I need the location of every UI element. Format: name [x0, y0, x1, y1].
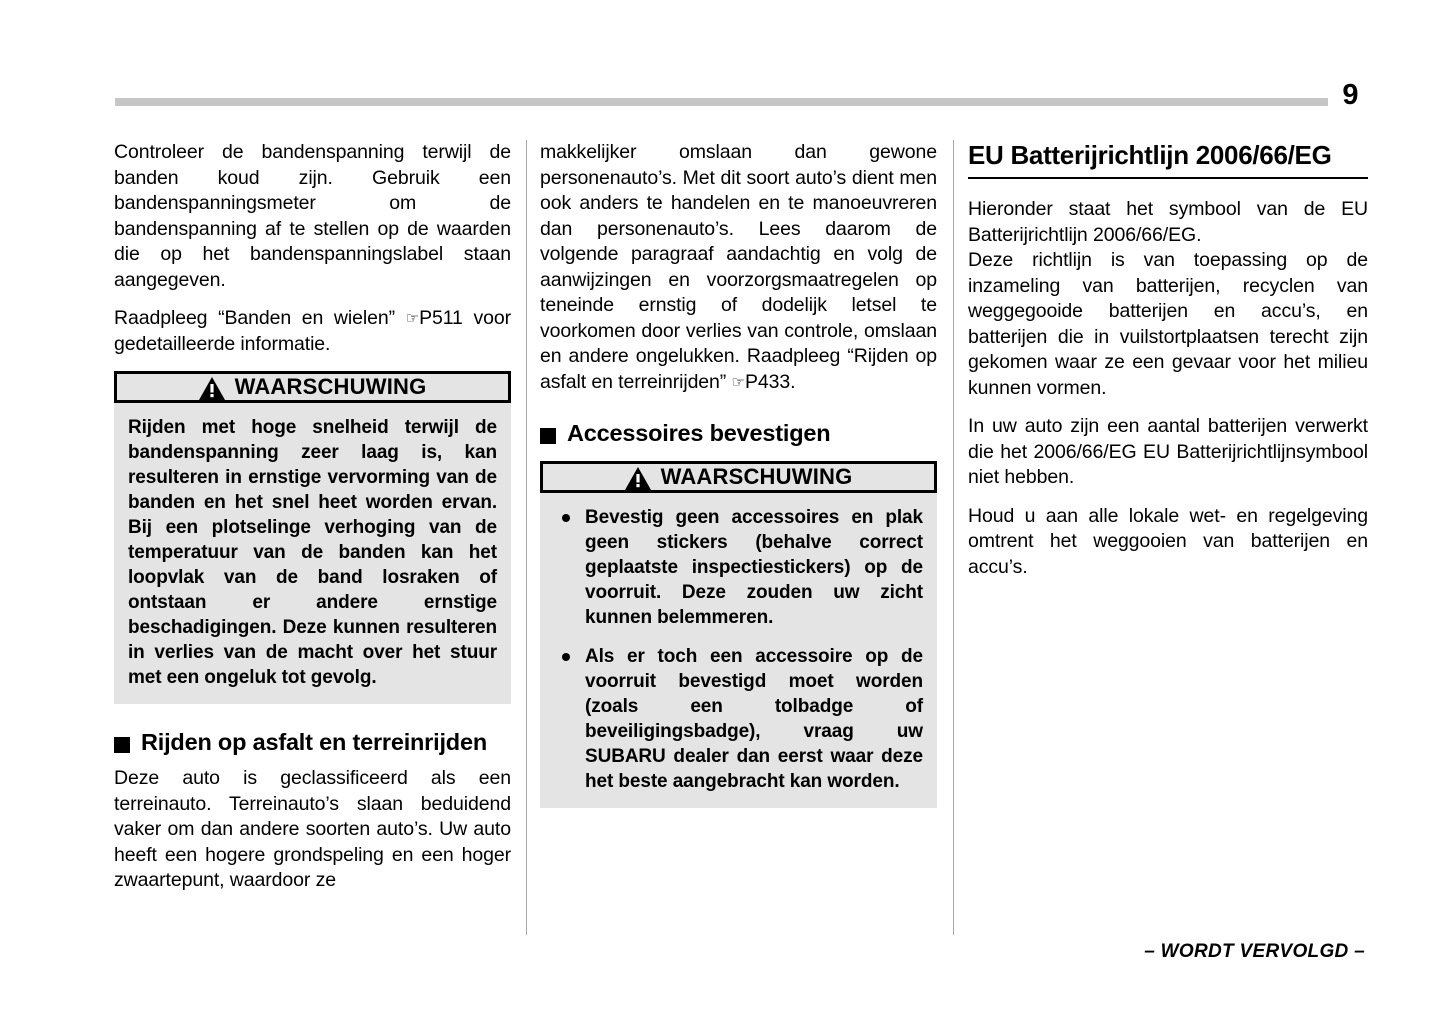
page-footer: – WORDT VERVOLGD –: [1144, 941, 1365, 962]
warning-header: [540, 461, 937, 493]
square-bullet-icon: [114, 737, 130, 753]
pointing-hand-icon: ☞: [731, 373, 745, 391]
column-divider-2: [953, 140, 954, 935]
col3-paragraph-2: Deze richtlijn is van toepassing op de inzameling van batterijen, recyclen van weggegooide batterijen en accu’s, en batterijen die in vuilstortplaatsen terecht zijn gekomen waar ze een gevaar voor het milieu kunnen vormen.: [968, 249, 1368, 399]
column3-heading-rule: [968, 177, 1368, 179]
page-header: [115, 79, 1358, 120]
column-3: [968, 140, 1368, 580]
col3-paragraph-1: Hieronder staat het symbool van de EU Batterijrichtlijn 2006/66/EG.: [968, 198, 1368, 246]
warning-box-tire-pressure: [114, 371, 511, 704]
col1-para2-text-a: Raadpleeg “Banden en wielen”: [114, 307, 395, 329]
bullet-dot-icon: [562, 653, 570, 661]
page-columns: [0, 140, 1445, 940]
warning-list-item: [554, 505, 923, 630]
col1-paragraph-1: Controleer de bandenspanning terwijl de banden koud zijn. Gebruik een bandenspanningsmeter om de bandenspanning af te stellen op de waarden die op het bandenspanningslabel staan aangegeven.: [114, 141, 511, 291]
col2-paragraph-1: [540, 140, 937, 395]
col1-para2-text-b: voor gedetailleerde informatie.: [114, 307, 511, 355]
warning-triangle-icon: [625, 467, 651, 490]
col3-paragraph-3: In uw auto zijn een aantal batterijen verwerkt die het 2006/66/EG EU Batterijrichtlijnsymbool niet hebben.: [968, 415, 1368, 488]
warning-list: [554, 505, 923, 794]
column3-heading: EU Batterijrichtlijn 2006/66/EG: [968, 140, 1332, 170]
section-heading-label: Rijden op asfalt en terreinrijden: [141, 729, 487, 755]
bullet-dot-icon: [562, 514, 570, 522]
column-divider-1: [526, 140, 527, 935]
warning-triangle-icon: [199, 377, 225, 400]
col1-paragraph-3: Deze auto is geclassificeerd als een terreinauto. Terreinauto’s slaan beduidend vaker om dan andere soorten auto’s. Uw auto heeft een hogere grondspeling en een hoger zwaartepunt, waardoor ze: [114, 767, 511, 891]
warning-list-item: [554, 644, 923, 794]
warning-item-text: Bevestig geen accessoires en plak geen stickers (behalve correct geplaatste inspectiestickers) op de voorruit. Deze zouden uw zicht kunnen belemmeren.: [585, 507, 923, 628]
page-number: 9: [1342, 79, 1358, 111]
warning-title: WAARSCHUWING: [660, 464, 853, 489]
warning-header: [114, 371, 511, 403]
col1-paragraph-2: [114, 306, 511, 357]
warning-text: Rijden met hoge snelheid terwijl de bandenspanning zeer laag is, kan resulteren in ernstige vervorming van de banden en het snel heet worden ervan. Bij een plotselinge verhoging van de temperatuur van de banden kan het loopvlak van de band losraken of ontstaan er andere ernstige beschadigingen. Deze kunnen resulteren in verlies van de macht over het stuur met een ongeluk tot gevolg.: [128, 417, 497, 688]
warning-item-text: Als er toch een accessoire op de voorruit bevestigd moet worden (zoals een tolbadge of beveiligingsbadge), vraag uw SUBARU dealer dan eerst waar deze het beste aangebracht kan worden.: [585, 646, 923, 792]
warning-body: [540, 493, 937, 808]
pointing-hand-icon: ☞: [405, 310, 420, 327]
col2-page-reference: P433.: [744, 370, 796, 393]
col1-page-reference: P511: [419, 307, 463, 329]
section-heading-offroad: [114, 728, 511, 756]
section-heading-accessories: [540, 419, 937, 447]
section-heading-label: Accessoires bevestigen: [567, 420, 831, 446]
column-1: [114, 140, 511, 894]
square-bullet-icon: [540, 428, 556, 444]
warning-box-accessories: [540, 461, 937, 808]
warning-title: WAARSCHUWING: [234, 374, 427, 399]
col2-para1-text: makkelijker omslaan dan gewone personenauto’s. Met dit soort auto’s dient men ook anders te handelen en te manoeuvreren dan personenauto’s. Lees daarom de volgende paragraaf aandachtig en volg de aanwijzingen en voorzorgsmaatregelen op teneinde ernstig of dodelijk letsel te voorkomen door verlies van controle, omslaan en andere ongelukken. Raadpleeg “Rijden op asfalt en terreinrijden”: [540, 141, 937, 393]
column-2: [540, 140, 937, 808]
header-rule: [115, 98, 1328, 106]
col3-paragraph-4: Houd u aan alle lokale wet- en regelgeving omtrent het weggooien van batterijen en accu’s.: [968, 504, 1368, 578]
warning-body: [114, 403, 511, 704]
